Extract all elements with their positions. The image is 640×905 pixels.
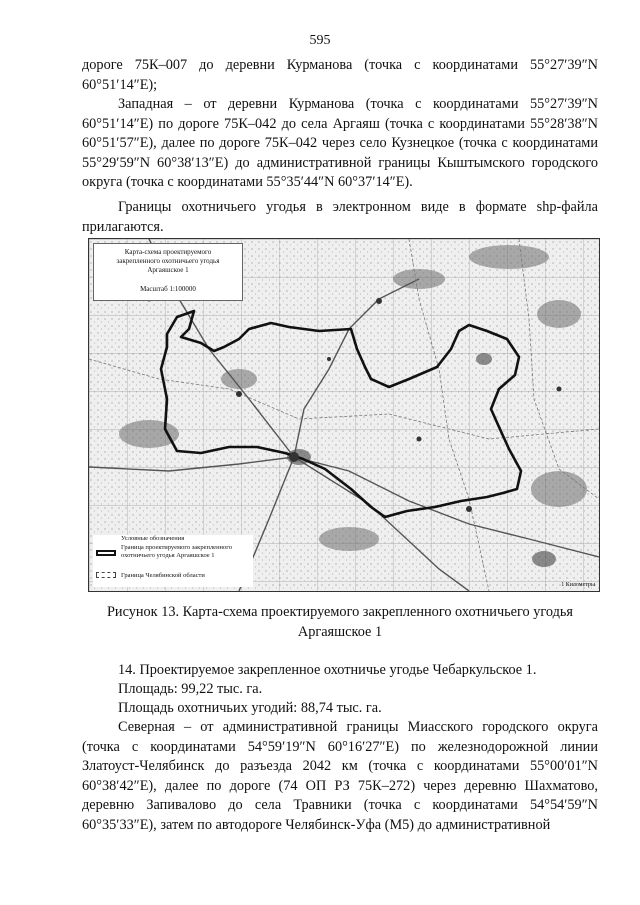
legend-title: Условные обозначения: [121, 535, 185, 542]
legend-swatch-region: [96, 572, 116, 578]
paragraph-west-boundary: Западная – от деревни Курманова (точка с координатами 55°27′39″N 60°51′14″E) по дороге 75К–042 до села Аргаяш (точка с координатами 55°28′38″N 60°51′57″E), далее по дороге 75К–042 через село Кузнецкое (точка с координатами 55°29′59″N 60°38′13″E) до административной границы Кыштымского городского округа (точка с координатами 55°35′44″N 60°37′14″E).: [82, 96, 598, 190]
settlement-mark: [376, 298, 382, 304]
map-title-box: [93, 243, 243, 301]
paragraph-shp-files: Границы охотничьего угодья в электронном виде в формате shp-файла прилагаются.: [82, 199, 598, 235]
map-scale-bar-label: 1 Километры: [561, 582, 595, 588]
legend-label-boundary: Граница проектируемого закрепленного охотничьего угодья Аргаяшское 1: [121, 544, 233, 559]
map-title-line-3: Аргаяшское 1: [147, 266, 189, 274]
settlement-mark: [557, 387, 562, 392]
paragraph-area: Площадь: 99,22 тыс. га.: [118, 681, 263, 697]
legend-swatch-boundary: [96, 550, 116, 556]
settlement-mark: [327, 357, 331, 361]
hunting-ground-map: [88, 238, 600, 592]
figure-caption: Рисунок 13. Карта-схема проектируемого закрепленного охотничьего угодья Аргаяшское 1: [106, 604, 574, 640]
paragraph-north-boundary: Северная – от административной границы Миасского городского округа (точка с координатами 54°59′19″N 60°16′27″E) по железнодорожной линии Златоуст-Челябинск до разъезда 2042 км (точка с координатами 55°00′01″N 60°38′42″E), далее по дороге (74 ОП РЗ 75К–272) через деревню Шахматово, деревню Запивалово до села Травники (точка с координатами 54°54′59″N 60°35′33″E), затем по автодороге Челябинск-Уфа (М5) до административной: [82, 719, 598, 833]
page-number: 595: [309, 33, 331, 48]
map-title-line-2: закрепленного охотничьего угодья: [116, 257, 220, 265]
settlement-mark: [466, 506, 472, 512]
paragraph-section-14: 14. Проектируемое закрепленное охотничье угодье Чебаркульское 1.: [118, 662, 537, 678]
map-legend: [93, 535, 253, 587]
settlement-mark: [417, 437, 422, 442]
paragraph-east-boundary-end: дороге 75К–007 до деревни Курманова (точка с координатами 55°27′39″N 60°51′14″E);: [82, 57, 598, 93]
legend-label-region: Граница Челябинской области: [121, 572, 205, 579]
map-scale: Масштаб 1:100000: [140, 285, 196, 293]
settlement-mark: [289, 452, 299, 462]
map-title-line-1: Карта-схема проектируемого: [124, 248, 212, 256]
settlement-mark: [236, 391, 242, 397]
paragraph-hunting-area: Площадь охотничьих угодий: 88,74 тыс. га.: [118, 700, 382, 716]
